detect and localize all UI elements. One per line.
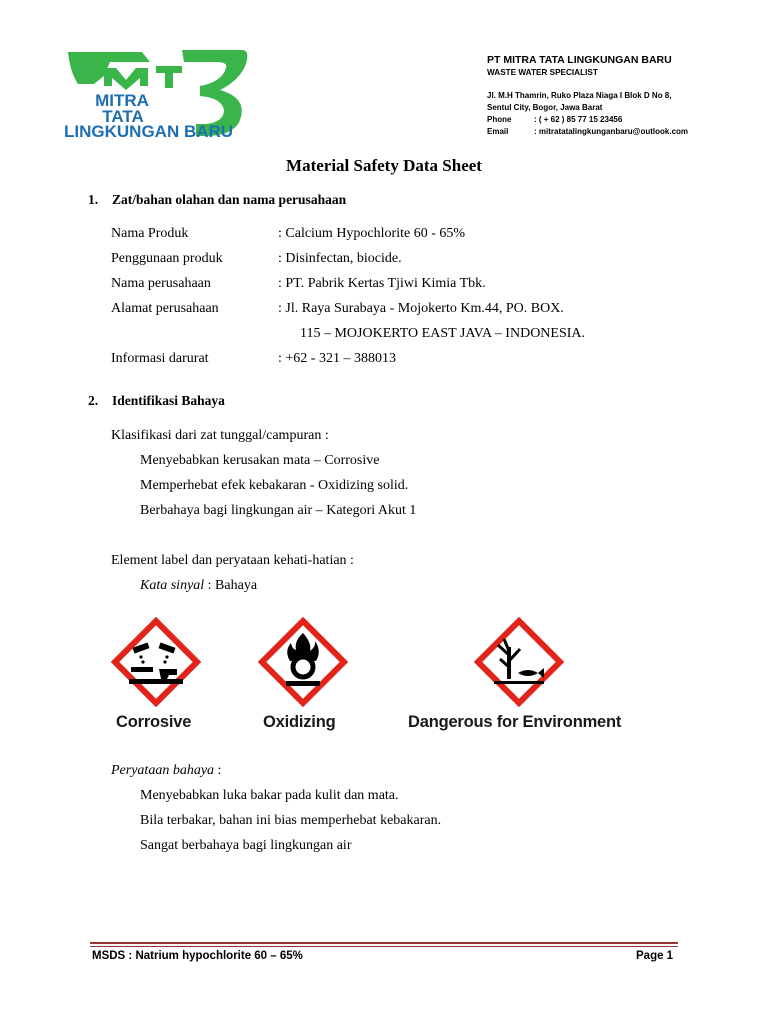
row-label-product-use: Penggunaan produk [111,251,223,266]
hazard-statement-item: Bila terbakar, bahan ini bias memperhebat kebakaran. [140,813,442,828]
oxidizing-pictogram-icon [258,617,348,707]
logo-line-lingkungan: LINGKUNGAN BARU [64,122,234,141]
hazard-statement-heading [111,763,221,779]
section-2-heading [88,393,225,409]
footer-divider [90,942,678,944]
signal-word-label: Kata sinyal [140,578,205,593]
oxidizing-label: Oxidizing [263,713,336,731]
company-name: PT MITRA TATA LINGKUNGAN BARU [487,54,672,66]
corrosive-label: Corrosive [116,713,192,731]
row-value-product-name: : Calcium Hypochlorite 60 - 65% [278,226,466,241]
classification-item: Menyebabkan kerusakan mata – Corrosive [140,453,380,468]
signal-word-line [140,578,257,594]
row-value-company-address-cont: 115 – MOJOKERTO EAST JAVA – INDONESIA. [300,326,586,341]
signal-word-value: : Bahaya [204,578,258,593]
company-address-line1: Jl. M.H Thamrin, Ruko Plaza Niaga I Blok D No 8, [487,91,672,100]
logo-line-tata: TATA [102,107,144,126]
hazard-statement-colon: : [214,763,222,778]
footer-document-name: MSDS : Natrium hypochlorite 60 – 65% [92,950,303,962]
footer-page-number: Page 1 [636,950,674,962]
classification-item: Berbahaya bagi lingkungan air – Kategori Akut 1 [140,503,417,518]
row-label-product-name: Nama Produk [111,226,189,241]
hazard-statement-item: Menyebabkan luka bakar pada kulit dan mata. [140,788,399,803]
section-1-heading [88,192,346,208]
company-info [487,54,688,138]
section-2-title: Identifikasi Bahaya [112,393,225,408]
row-label-emergency-info: Informasi darurat [111,351,209,366]
phone-value: : ( + 62 ) 85 77 15 23456 [534,115,623,124]
element-label-intro: Element label dan peryataan kehati-hatian : [111,553,354,568]
row-value-company-name: : PT. Pabrik Kertas Tjiwi Kimia Tbk. [278,276,486,291]
section-1-number: 1. [88,192,99,207]
email-value: : mitratatalingkunganbaru@outlook.com [534,127,689,136]
row-value-product-use: : Disinfectan, biocide. [278,251,402,266]
hazard-statement-label: Peryataan bahaya [111,763,215,778]
email-label: Email [487,127,509,136]
corrosive-pictogram-icon [111,617,201,707]
logo-line-mitra: MITRA [95,91,149,110]
row-label-company-name: Nama perusahaan [111,276,211,291]
hazard-statement-item: Sangat berbahaya bagi lingkungan air [140,838,352,853]
section-1-title: Zat/bahan olahan dan nama perusahaan [112,192,347,207]
phone-label: Phone [487,115,512,124]
environment-pictogram-icon [474,617,564,707]
environment-label: Dangerous for Environment [408,713,622,731]
footer-divider-thin [90,946,678,947]
company-address-line2: Sentul City, Bogor, Jawa Barat [487,103,603,112]
row-value-company-address: : Jl. Raya Surabaya - Mojokerto Km.44, PO. BOX. [278,301,564,316]
company-tagline: WASTE WATER SPECIALIST [487,68,598,77]
row-label-company-address: Alamat perusahaan [111,301,219,316]
row-value-emergency-info: : +62 - 321 – 388013 [278,351,396,366]
section-2-number: 2. [88,393,99,408]
document-title: Material Safety Data Sheet [286,156,482,175]
classification-intro: Klasifikasi dari zat tunggal/campuran : [111,428,329,443]
classification-item: Memperhebat efek kebakaran - Oxidizing solid. [140,478,409,493]
